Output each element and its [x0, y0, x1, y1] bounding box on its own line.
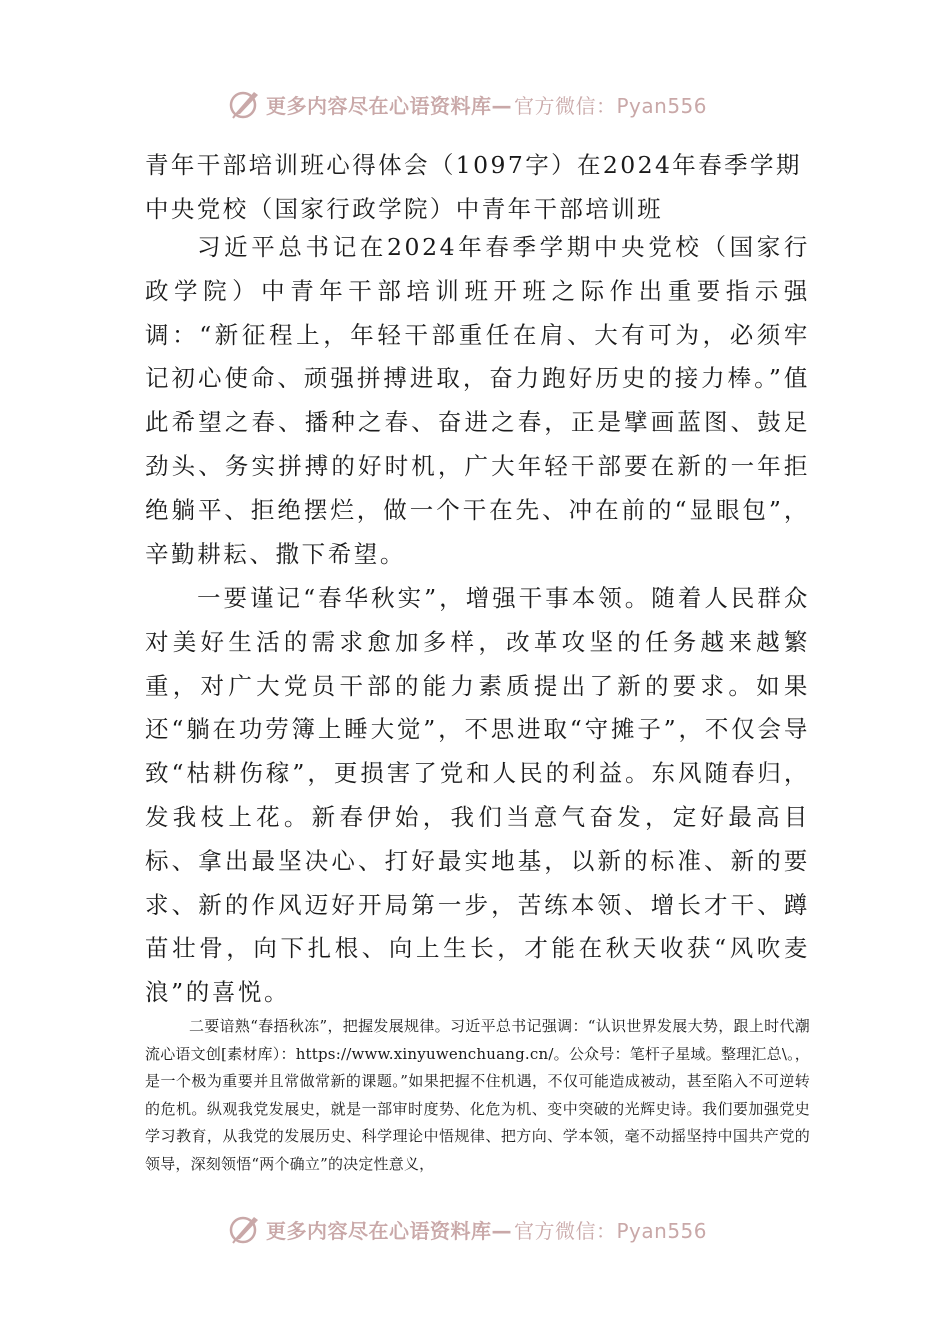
quill-pen-logo-icon — [228, 87, 262, 121]
document-title: 青年干部培训班心得体会（1097字）在2024年春季学期中央党校（国家行政学院）中青年干部培训班 — [145, 151, 802, 223]
header-banner-wechat: 官方微信：Pyan556 — [514, 93, 708, 118]
body-paragraph-1: 习近平总书记在2024年春季学期中央党校（国家行政学院）中青年干部培训班开班之际作出重要指示强调：“新征程上，年轻干部重任在肩、大有可为，必须牢记初心使命、顽强拼搏进取，奋力跑好历史的接力棒。”值此希望之春、播种之春、奋进之春，正是擘画蓝图、鼓足劲头、务实拼搏的好时机，广大年轻干部要在新的一年拒绝躺平、拒绝摆烂，做一个干在先、冲在前的“显眼包”，辛勤耕耘、撒下希望。 — [145, 233, 810, 568]
body-paragraph-2: 一要谨记“春华秋实”，增强干事本领。随着人民群众对美好生活的需求愈加多样，改革攻坚的任务越来越繁重，对广大党员干部的能力素质提出了新的要求。如果还“躺在功劳簿上睡大觉”，不思进取“守摊子”，不仅会导致“枯耕伤稼”，更损害了党和人民的利益。东风随春归，发我枝上花。新春伊始，我们当意气奋发，定好最高目标、拿出最坚决心、打好最实地基，以新的标准、新的要求、新的作风迈好开局第一步，苦练本领、增长才干、蹲苗壮骨，向下扎根、向上生长，才能在秋天收获“风吹麦浪”的喜悦。 — [145, 584, 810, 1007]
body-paragraph-3: 二要谙熟“春捂秋冻”，把握发展规律。习近平总书记强调：“认识世界发展大势，跟上时代潮流心语文创[素材库）：https://www.xinyuwenchuang.cn/。公众号：笔杆子星域。整理汇总\。，是一个极为重要并且常做常新的课题。”如果把握不住机遇，不仅可能造成被动，甚至陷入不可逆转的危机。纵观我党发展史，就是一部审时度势、化危为机、变中突破的光辉史诗。我们要加强党史学习教育，从我党的发展历史、科学理论中悟规律、把方向、学本领，毫不动摇坚持中国共产党的领导，深刻领悟“两个确立”的决定性意义， — [145, 1017, 810, 1173]
header-watermark-banner — [228, 84, 748, 124]
footer-banner-text: 更多内容尽在心语资料库— — [266, 1218, 512, 1243]
header-banner-text: 更多内容尽在心语资料库— — [266, 93, 512, 118]
quill-pen-logo-icon — [228, 1212, 262, 1246]
footer-watermark-banner — [228, 1209, 748, 1249]
footer-banner-wechat: 官方微信：Pyan556 — [514, 1218, 708, 1243]
